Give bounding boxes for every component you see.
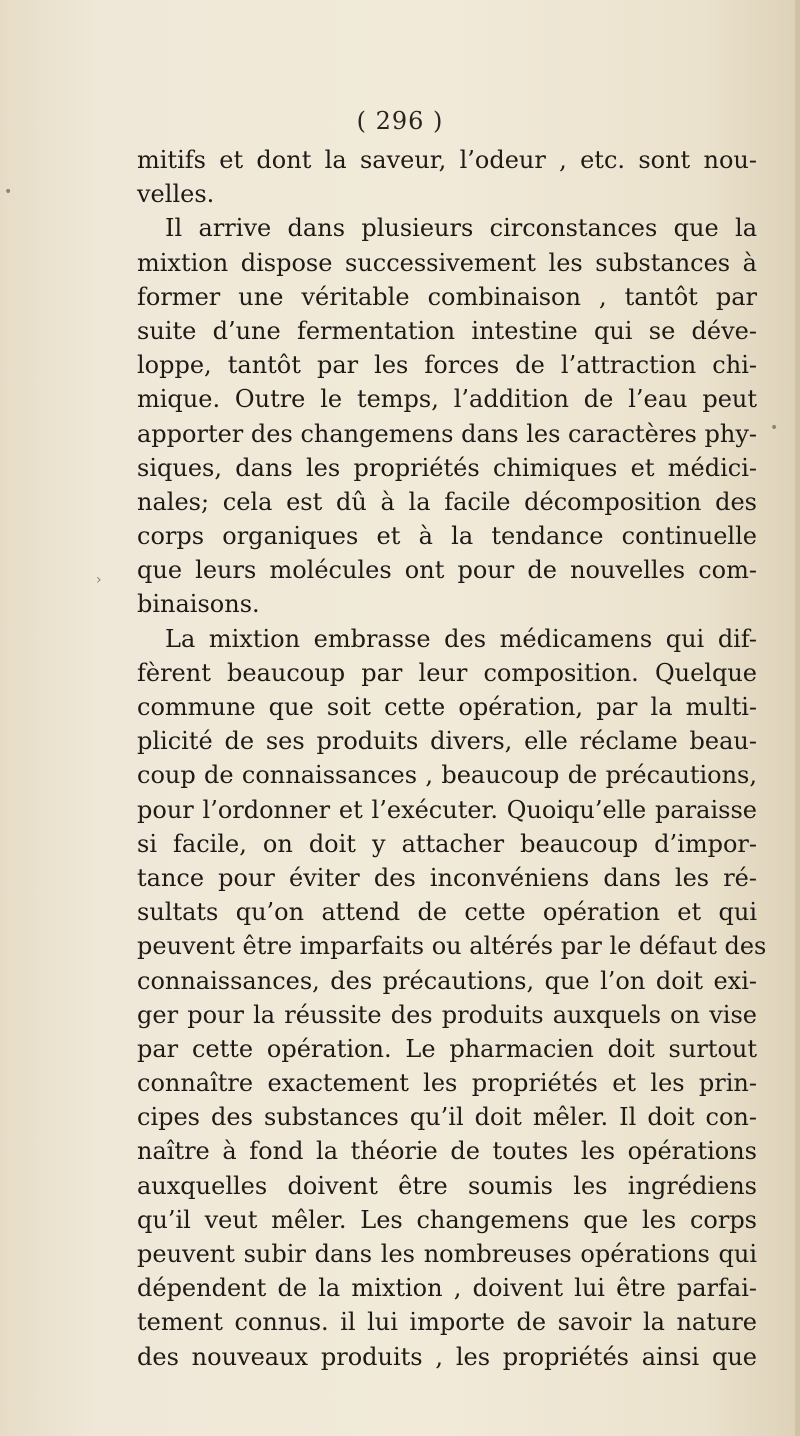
text-line: sultats qu’on attend de cette opération et qui xyxy=(137,898,757,927)
text-line: binaisons. xyxy=(137,590,260,619)
text-line: siques, dans les propriétés chimiques et médici- xyxy=(137,453,757,482)
text-line: connaître exactement les propriétés et les prin- xyxy=(137,1069,757,1098)
text-line: mixtion dispose successivement les substances à xyxy=(137,248,757,277)
text-line: suite d’une fermentation intestine qui se déve- xyxy=(137,316,757,345)
text-line: peuvent subir dans les nombreuses opérations qui xyxy=(137,1240,757,1268)
text-line: naître à fond la théorie de toutes les opérations xyxy=(137,1137,757,1166)
text-line: si facile, on doit y attacher beaucoup d’impor- xyxy=(137,829,757,858)
text-line: auxquelles doivent être soumis les ingrédiens xyxy=(137,1171,757,1200)
text-line: apporter des changemens dans les caractères phy- xyxy=(137,419,757,448)
text-line: fèrent beaucoup par leur composition. Quelque xyxy=(137,658,757,687)
text-line: tance pour éviter des inconvéniens dans les ré- xyxy=(137,863,757,892)
text-line: peuvent être imparfaits ou altérés par le défaut des xyxy=(137,932,767,961)
text-line: La mixtion embrasse des médicamens qui dif- xyxy=(165,624,757,653)
text-line: tement connus. il lui importe de savoir la nature xyxy=(137,1308,757,1337)
text-line: former une véritable combinaison , tantôt par xyxy=(137,282,757,311)
text-line: nales; cela est dû à la facile décomposition des xyxy=(137,487,757,516)
text-line: des nouveaux produits , les propriétés ainsi que xyxy=(137,1342,757,1371)
text-line: Il arrive dans plusieurs circonstances que la xyxy=(165,214,757,243)
margin-speck: • xyxy=(4,184,13,200)
text-line: qu’il veut mêler. Les changemens que les corps xyxy=(137,1205,757,1234)
text-line: que leurs molécules ont pour de nouvelles com- xyxy=(137,556,757,585)
text-line: par cette opération. Le pharmacien doit surtout xyxy=(137,1034,757,1063)
margin-speck: › xyxy=(96,572,102,588)
text-line: ger pour la réussite des produits auxquels on vise xyxy=(137,1000,757,1029)
text-line: coup de connaissances , beaucoup de précautions, xyxy=(137,761,757,790)
text-line: mique. Outre le temps, l’addition de l’eau peut xyxy=(137,385,757,414)
page-number-header: ( 296 ) xyxy=(356,107,444,135)
text-line: connaissances, des précautions, que l’on doit exi- xyxy=(137,966,757,995)
text-line: mitifs et dont la saveur, l’odeur , etc. sont nou- xyxy=(137,146,757,174)
text-line: velles. xyxy=(137,180,215,209)
body-text xyxy=(137,143,767,1374)
text-line: pour l’ordonner et l’exécuter. Quoiqu’elle paraisse xyxy=(137,795,757,824)
text-line: dépendent de la mixtion , doivent lui être parfai- xyxy=(137,1274,757,1303)
text-line: cipes des substances qu’il doit mêler. Il doit con- xyxy=(137,1103,757,1132)
text-line: commune que soit cette opération, par la multi- xyxy=(137,693,757,721)
text-line: loppe, tantôt par les forces de l’attraction chi- xyxy=(137,351,757,380)
text-line: plicité de ses produits divers, elle réclame beau- xyxy=(137,727,757,756)
text-line: corps organiques et à la tendance continuelle xyxy=(137,522,757,551)
margin-speck: • xyxy=(770,420,779,436)
